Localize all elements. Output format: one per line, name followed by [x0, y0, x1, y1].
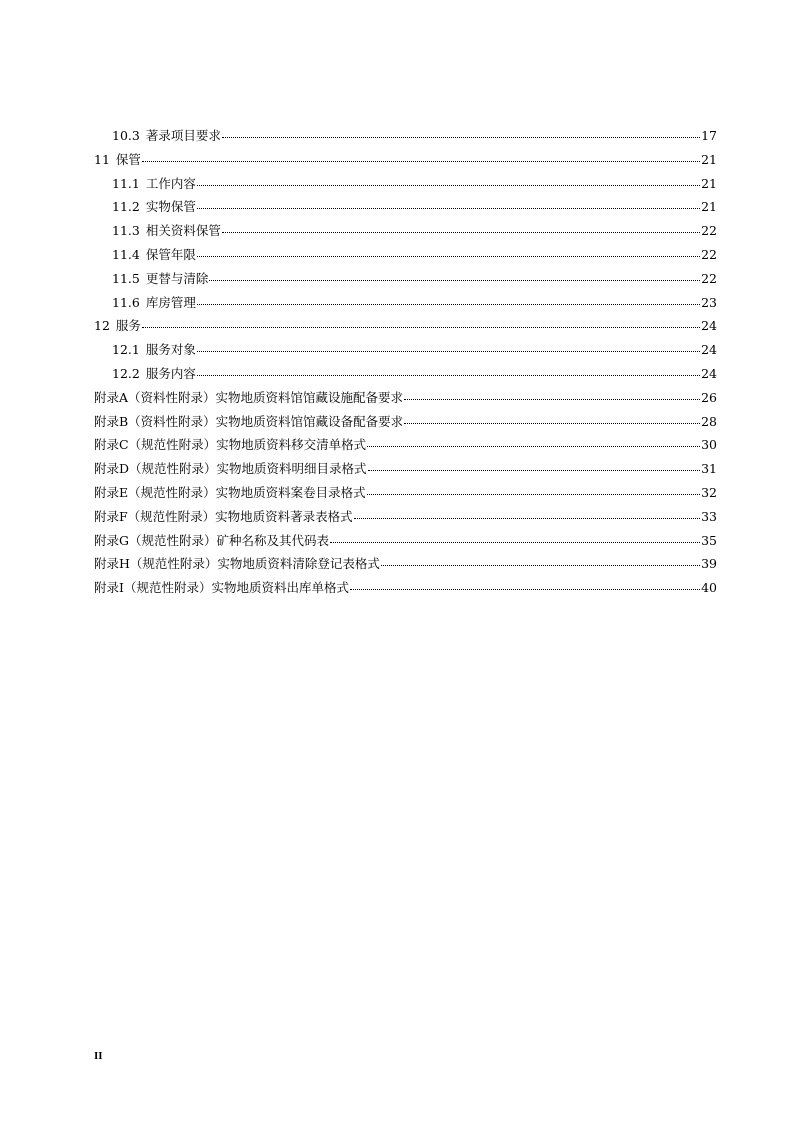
toc-leader-dots [222, 231, 700, 233]
toc-leader-dots [197, 350, 700, 352]
toc-entry-title: 附录F（规范性附录）实物地质资料著录表格式 [94, 508, 353, 524]
toc-leader-dots [367, 445, 700, 447]
toc-entry[interactable] [94, 552, 717, 576]
toc-leader-dots [197, 184, 700, 186]
toc-entry-title: 更替与清除 [145, 270, 209, 286]
toc-entry-page: 32 [701, 484, 717, 500]
toc-entry[interactable] [94, 267, 717, 291]
table-of-contents [94, 124, 717, 600]
toc-entry-title: 工作内容 [145, 175, 196, 191]
toc-leader-dots [197, 255, 700, 257]
toc-entry-label [94, 552, 380, 576]
toc-entry-page: 22 [701, 246, 717, 262]
toc-leader-dots [209, 279, 700, 281]
toc-entry-label [112, 195, 196, 219]
toc-entry-page: 28 [701, 413, 717, 429]
toc-entry-label [94, 314, 141, 338]
toc-entry[interactable] [94, 124, 717, 148]
toc-entry-label [112, 362, 196, 386]
toc-entry-page: 17 [701, 128, 717, 143]
toc-leader-dots [330, 541, 700, 543]
toc-entry-label [94, 505, 353, 529]
toc-entry-label [112, 291, 196, 315]
toc-leader-dots [381, 564, 700, 566]
toc-entry[interactable] [94, 505, 717, 529]
toc-entry-number: 11.1 [112, 175, 140, 191]
toc-entry[interactable] [94, 338, 717, 362]
toc-entry[interactable] [94, 481, 717, 505]
toc-entry-title: 服务对象 [145, 342, 196, 358]
toc-entry-page: 21 [701, 151, 717, 167]
toc-entry[interactable] [94, 576, 717, 600]
toc-entry-page: 24 [701, 342, 717, 358]
toc-entry[interactable] [94, 529, 717, 553]
toc-entry-label [94, 386, 403, 410]
toc-entry[interactable] [94, 195, 717, 219]
toc-entry-page: 39 [701, 556, 717, 572]
toc-entry-page: 31 [701, 461, 717, 477]
toc-entry-title: 附录H（规范性附录）实物地质资料清除登记表格式 [94, 556, 380, 572]
toc-entry-title: 附录B（资料性附录）实物地质资料馆馆藏设备配备要求 [94, 413, 404, 429]
toc-entry-number: 11.2 [112, 199, 140, 215]
page-number: II [94, 1050, 103, 1062]
toc-leader-dots [142, 326, 700, 328]
toc-entry-page: 40 [701, 580, 717, 596]
toc-leader-dots [222, 136, 700, 138]
toc-entry[interactable] [94, 291, 717, 315]
toc-entry-label [94, 576, 349, 600]
toc-entry-label [112, 219, 221, 243]
toc-leader-dots [368, 469, 700, 471]
toc-entry-label [112, 338, 196, 362]
toc-entry-number: 11.6 [112, 294, 140, 310]
toc-entry-page: 21 [701, 175, 717, 191]
toc-entry-title: 附录G（规范性附录）矿种名称及其代码表 [94, 532, 329, 548]
toc-leader-dots [350, 588, 700, 590]
toc-entry-page: 22 [701, 270, 717, 286]
toc-entry[interactable] [94, 410, 717, 434]
toc-entry-label [94, 481, 366, 505]
toc-entry-number: 12.2 [112, 365, 140, 381]
toc-entry-title: 库房管理 [145, 294, 196, 310]
toc-entry-label [94, 148, 141, 172]
toc-entry-title: 保管年限 [145, 246, 196, 262]
toc-entry-page: 22 [701, 223, 717, 239]
toc-entry-number: 11.4 [112, 246, 140, 262]
toc-entry-title: 保管 [115, 151, 141, 167]
toc-entry-title: 著录项目要求 [145, 128, 221, 143]
toc-leader-dots [367, 493, 700, 495]
toc-leader-dots [197, 303, 700, 305]
toc-entry[interactable] [94, 457, 717, 481]
toc-entry-page: 21 [701, 199, 717, 215]
toc-entry-page: 24 [701, 318, 717, 334]
toc-entry-label [94, 410, 403, 434]
toc-entry-title: 服务 [115, 318, 141, 334]
toc-entry-label [112, 243, 196, 267]
toc-entry-label [94, 457, 367, 481]
toc-entry-page: 33 [701, 508, 717, 524]
toc-entry-number: 12.1 [112, 342, 140, 358]
toc-entry-page: 23 [701, 294, 717, 310]
toc-entry-page: 35 [701, 532, 717, 548]
toc-entry-label [94, 529, 329, 553]
toc-entry[interactable] [94, 219, 717, 243]
toc-entry-title: 附录A（资料性附录）实物地质资料馆馆藏设施配备要求 [94, 389, 404, 405]
toc-entry-page: 24 [701, 365, 717, 381]
toc-entry-label [112, 267, 208, 291]
toc-entry-title: 服务内容 [145, 365, 196, 381]
toc-entry-page: 30 [701, 437, 717, 453]
toc-leader-dots [197, 207, 700, 209]
toc-entry-number: 11 [94, 151, 110, 167]
toc-entry-page: 26 [701, 389, 717, 405]
toc-entry[interactable] [94, 386, 717, 410]
toc-leader-dots [142, 160, 700, 162]
toc-entry-number: 11.3 [112, 223, 140, 239]
toc-entry[interactable] [94, 148, 717, 172]
toc-leader-dots [354, 517, 700, 519]
toc-entry-number: 12 [94, 318, 110, 334]
toc-entry-title: 实物保管 [145, 199, 196, 215]
toc-leader-dots [404, 398, 700, 400]
toc-entry-number: 11.5 [112, 270, 140, 286]
toc-entry[interactable] [94, 314, 717, 338]
toc-entry-number: 10.3 [112, 128, 140, 143]
toc-leader-dots [197, 374, 700, 376]
toc-entry-title: 附录D（规范性附录）实物地质资料明细目录格式 [94, 461, 367, 477]
toc-entry[interactable] [94, 243, 717, 267]
toc-entry[interactable] [94, 172, 717, 196]
toc-entry-label [112, 124, 221, 148]
toc-entry-title: 相关资料保管 [145, 223, 221, 239]
toc-entry-title: 附录I（规范性附录）实物地质资料出库单格式 [94, 580, 349, 596]
toc-entry-label [112, 172, 196, 196]
toc-entry-title: 附录C（规范性附录）实物地质资料移交清单格式 [94, 437, 367, 453]
toc-leader-dots [404, 422, 700, 424]
toc-entry-label [94, 433, 366, 457]
toc-entry[interactable] [94, 433, 717, 457]
toc-entry[interactable] [94, 362, 717, 386]
toc-entry-title: 附录E（规范性附录）实物地质资料案卷目录格式 [94, 484, 366, 500]
